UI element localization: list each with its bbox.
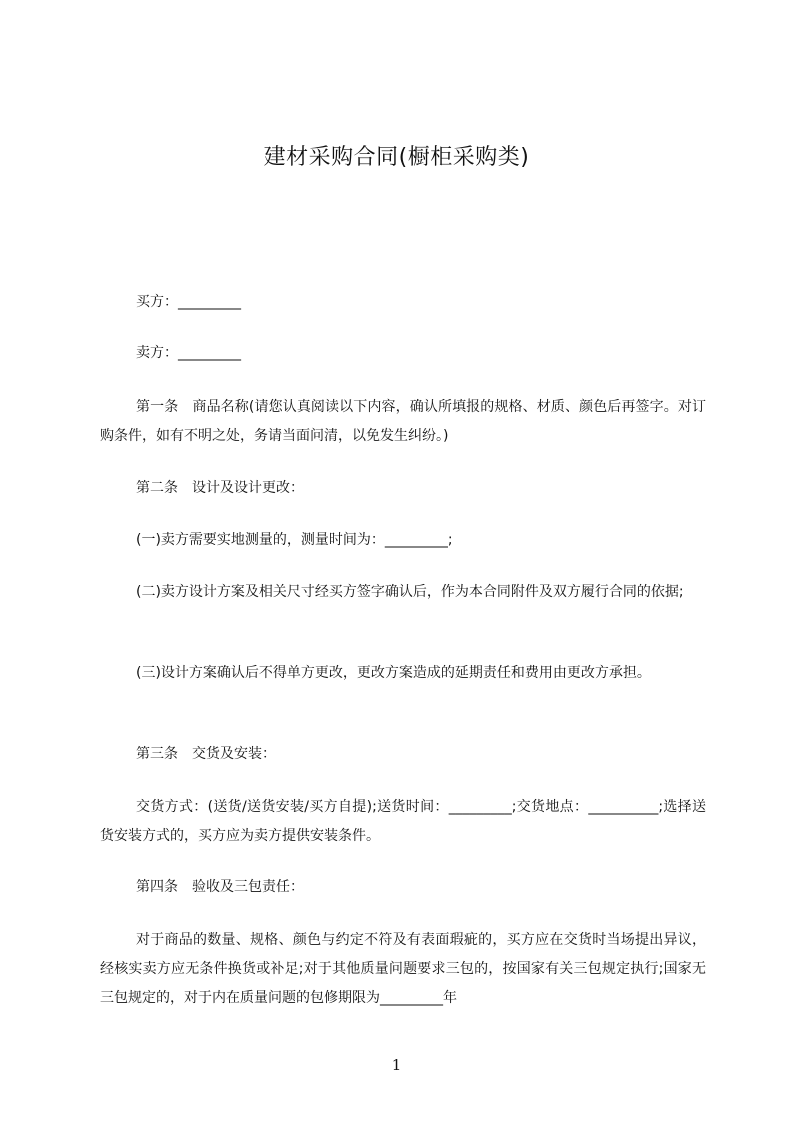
page-number: 1 bbox=[391, 1056, 402, 1074]
buyer-line: 买方：_________ bbox=[136, 294, 241, 310]
article-2-item-3: (三)设计方案确认后不得单方更改，更改方案造成的延期责任和费用由更改方承担。 bbox=[136, 665, 651, 681]
article-2-heading: 第二条 设计及设计更改： bbox=[136, 480, 304, 496]
article-4-heading: 第四条 验收及三包责任： bbox=[136, 879, 304, 895]
seller-line: 卖方：_________ bbox=[136, 345, 241, 361]
article-3-heading: 第三条 交货及安装： bbox=[136, 746, 276, 762]
article-4-body: 对于商品的数量、规格、颜色与约定不符及有表面瑕疵的，买方应在交货时当场提出异议，经核实卖方应无条件换货或补足;对于其他质量问题要求三包的，按国家有关三包规定执行;国家无三包规定的，对于内在质量问题的包修期限为_________年 bbox=[100, 932, 706, 1006]
article-1: 第一条 商品名称(请您认真阅读以下内容，确认所填报的规格、材质、颜色后再签字。对订购条件，如有不明之处，务请当面问清，以免发生纠纷。) bbox=[100, 399, 706, 444]
page-title: 建材采购合同(橱柜采购类) bbox=[263, 145, 530, 170]
article-3-body: 交货方式：(送货/送货安装/买方自提);送货时间：_________;交货地点：__________;选择送货安装方式的，买方应为卖方提供安装条件。 bbox=[100, 799, 706, 844]
article-2-item-1: (一)卖方需要实地测量的，测量时间为：_________; bbox=[136, 532, 453, 548]
article-2-item-2: (二)卖方设计方案及相关尺寸经买方签字确认后，作为本合同附件及双方履行合同的依据; bbox=[136, 584, 684, 600]
